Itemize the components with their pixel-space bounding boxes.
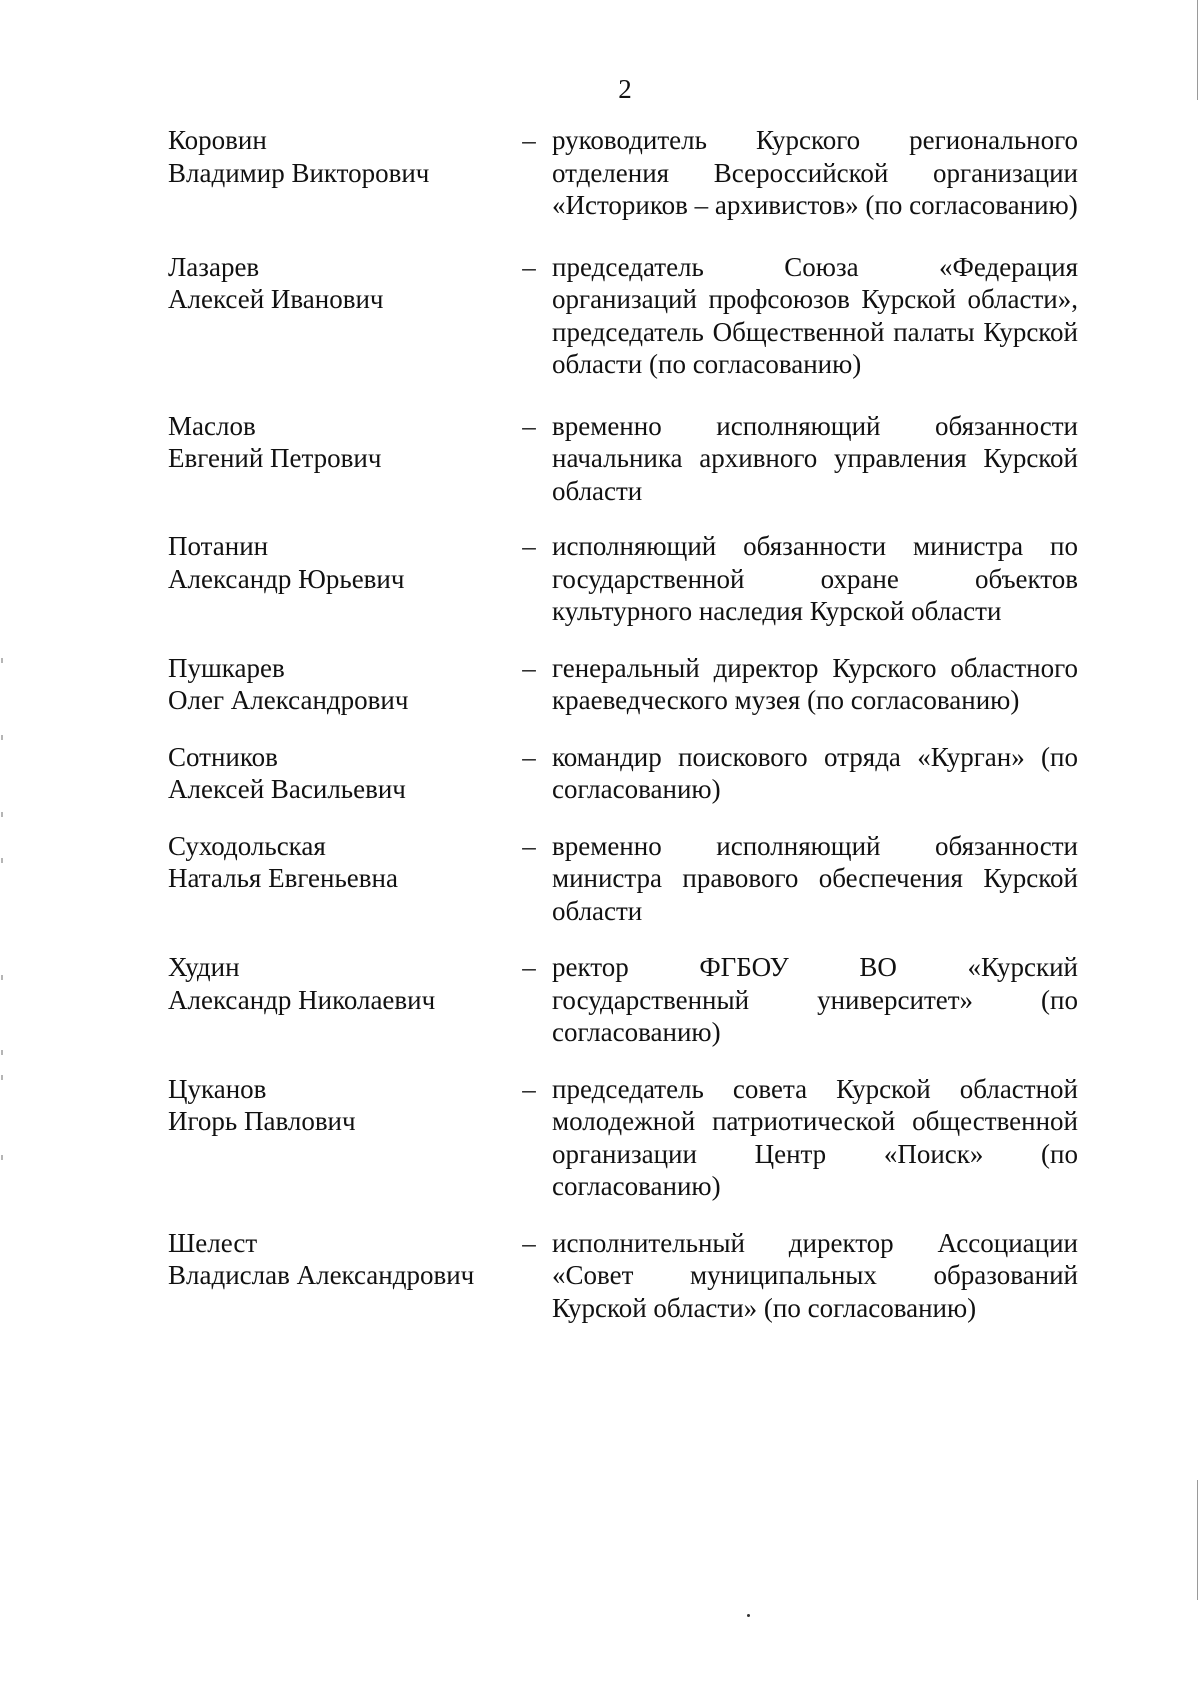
scan-dot — [747, 1614, 750, 1617]
member-position: командир поискового отряда «Курган» (по согласованию) — [552, 741, 1078, 804]
member-position: председатель совета Курской областной молодежной патриотической общественной организации Центр «Поиск» (по согласованию) — [552, 1073, 1078, 1201]
member-name — [168, 410, 498, 475]
member-entry — [168, 652, 1078, 717]
member-entry — [168, 410, 1078, 508]
dash-separator: – — [522, 741, 536, 772]
scan-edge-mark — [1, 858, 3, 863]
member-entry — [168, 251, 1078, 381]
scan-edge-left — [0, 0, 4, 1697]
member-given-names: Евгений Петрович — [168, 443, 382, 473]
scan-edge-line — [1197, 1480, 1198, 1600]
member-entry — [168, 530, 1078, 628]
member-name — [168, 741, 498, 806]
member-position: временно исполняющий обязанности начальника архивного управления Курской области — [552, 410, 1078, 506]
scan-edge-mark — [1, 658, 3, 663]
member-surname: Худин — [168, 952, 240, 982]
dash-separator: – — [522, 1073, 536, 1104]
member-name — [168, 1227, 498, 1292]
member-name — [168, 951, 498, 1016]
member-surname: Цуканов — [168, 1073, 267, 1104]
member-given-names: Владимир Викторович — [168, 157, 430, 188]
member-entry — [168, 1073, 1078, 1203]
member-name — [168, 1073, 498, 1138]
member-surname: Пушкарев — [168, 652, 285, 683]
member-list — [168, 124, 1078, 1324]
member-position: временно исполняющий обязанности министра правового обеспечения Курской области — [552, 830, 1078, 926]
scan-edge-mark — [1, 975, 3, 980]
member-given-names: Владислав Александрович — [168, 1260, 475, 1290]
scan-edge-right — [1194, 0, 1200, 1697]
member-surname: Маслов — [168, 410, 256, 441]
member-given-names: Алексей Иванович — [168, 284, 384, 314]
member-entry — [168, 124, 1078, 222]
member-given-names: Александр Юрьевич — [168, 563, 405, 594]
member-given-names: Олег Александрович — [168, 685, 409, 715]
member-entry — [168, 830, 1078, 928]
dash-separator: – — [522, 952, 536, 982]
member-position: руководитель Курского регионального отделения Всероссийской организации «Историков – архивистов» (по согласованию) — [552, 125, 1078, 220]
dash-separator: – — [522, 1227, 536, 1258]
dash-separator: – — [522, 410, 536, 441]
scan-edge-mark — [1, 735, 3, 740]
member-given-names: Наталья Евгеньевна — [168, 863, 398, 893]
member-surname: Коровин — [168, 125, 267, 155]
member-name — [168, 652, 498, 717]
member-position: генеральный директор Курского областного краеведческого музея (по согласованию) — [552, 652, 1078, 715]
scan-edge-line — [1197, 0, 1198, 100]
member-name — [168, 124, 498, 189]
dash-separator: – — [522, 125, 536, 155]
member-surname: Потанин — [168, 531, 269, 561]
member-name — [168, 830, 498, 895]
member-position: ректор ФГБОУ ВО «Курский государственный университет» (по согласованию) — [552, 952, 1078, 1047]
dash-separator: – — [522, 652, 536, 683]
member-entry — [168, 1227, 1078, 1325]
member-surname: Суходольская — [168, 830, 326, 861]
member-surname: Сотников — [168, 741, 278, 772]
scan-edge-mark — [1, 812, 3, 817]
scan-edge-mark — [1, 1050, 3, 1055]
dash-separator: – — [522, 251, 536, 282]
dash-separator: – — [522, 830, 536, 861]
member-surname: Шелест — [168, 1227, 258, 1258]
page-number: 2 — [618, 74, 632, 104]
member-position: исполняющий обязанности министра по государственной охране объектов культурного наследия Курской области — [552, 531, 1078, 626]
member-entry — [168, 741, 1078, 806]
member-position: исполнительный директор Ассоциации «Совет муниципальных образований Курской области» (по согласованию) — [552, 1227, 1078, 1323]
member-given-names: Игорь Павлович — [168, 1106, 356, 1136]
scan-edge-mark — [1, 1155, 3, 1160]
member-given-names: Александр Николаевич — [168, 984, 436, 1015]
dash-separator: – — [522, 531, 536, 561]
member-given-names: Алексей Васильевич — [168, 774, 406, 804]
member-position: председатель Союза «Федерация организаций профсоюзов Курской области», председатель Общественной палаты Курской области (по согласованию) — [552, 251, 1078, 379]
member-name — [168, 530, 498, 595]
scan-edge-mark — [1, 1075, 3, 1080]
member-surname: Лазарев — [168, 251, 260, 282]
member-entry — [168, 951, 1078, 1049]
member-name — [168, 251, 498, 316]
